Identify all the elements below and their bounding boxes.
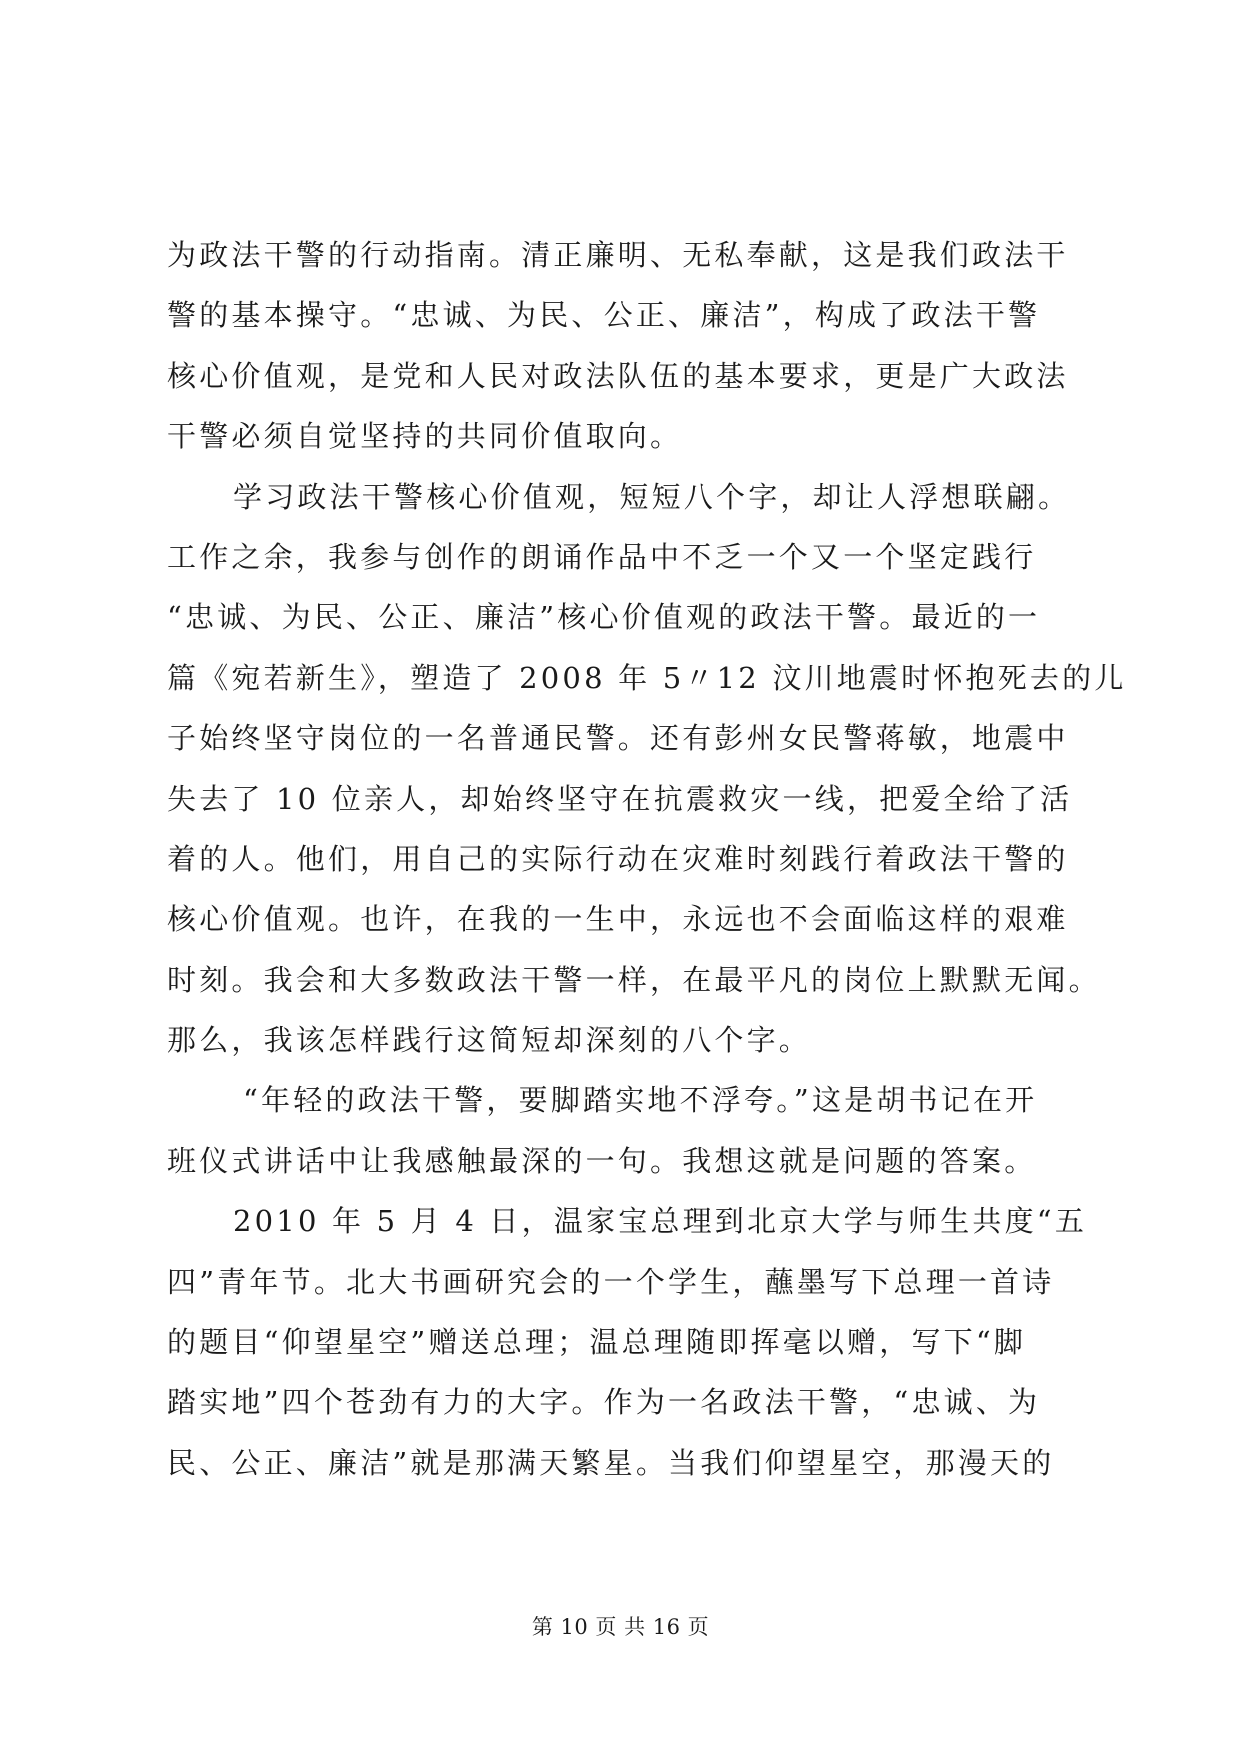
text-line: 学习政法干警核心价值观，短短八个字，却让人浮想联翩。 [233, 479, 1071, 514]
text-line: 子始终坚守岗位的一名普通民警。还有彭州女民警蒋敏，地震中 [167, 721, 1069, 756]
text-line: 民、公正、廉洁”就是那满天繁星。当我们仰望星空，那漫天的 [167, 1445, 1055, 1480]
text-line: 踏实地”四个苍劲有力的大字。作为一名政法干警，“忠诚、为 [167, 1385, 1041, 1420]
text-line: 工作之余，我参与创作的朗诵作品中不乏一个又一个坚定践行 [167, 539, 1037, 574]
text-line: 为政法干警的行动指南。清正廉明、无私奉献，这是我们政法干 [167, 238, 1069, 272]
text-line: 时刻。我会和大多数政法干警一样，在最平凡的岗位上默默无闻。 [167, 962, 1101, 997]
text-line: 核心价值观。也许，在我的一生中，永远也不会面临这样的艰难 [167, 902, 1069, 937]
text-line: 警的基本操守。“忠诚、为民、公正、廉洁”，构成了政法干警 [167, 298, 1041, 333]
text-line: 四”青年节。北大书画研究会的一个学生，蘸墨写下总理一首诗 [167, 1264, 1055, 1299]
text-line: 篇《宛若新生》，塑造了 2008 年 5〃12 汶川地震时怀抱死去的儿 [167, 660, 1127, 695]
text-line: 班仪式讲话中让我感触最深的一句。我想这就是问题的答案。 [167, 1143, 1037, 1178]
page-footer: 第 10 页 共 16 页 [531, 1615, 710, 1639]
text-line: 核心价值观，是党和人民对政法队伍的基本要求，更是广大政法 [167, 358, 1069, 393]
text-line: 的题目“仰望星空”赠送总理；温总理随即挥毫以赠，写下“脚 [167, 1325, 1027, 1360]
text-line: 干警必须自觉坚持的共同价值取向。 [167, 419, 683, 454]
document-body [167, 225, 1127, 1493]
text-line: 2010 年 5 月 4 日，温家宝总理到北京大学与师生共度“五 [233, 1204, 1088, 1239]
text-line: “年轻的政法干警，要脚踏实地不浮夸。”这是胡书记在开 [243, 1083, 1038, 1118]
text-line: 着的人。他们，用自己的实际行动在灾难时刻践行着政法干警的 [167, 841, 1069, 876]
text-line: 失去了 10 位亲人，却始终坚守在抗震救灾一线，把爱全给了活 [167, 781, 1073, 816]
text-line: “忠诚、为民、公正、廉洁”核心价值观的政法干警。最近的一 [167, 600, 1041, 635]
text-line: 那么，我该怎样践行这简短却深刻的八个字。 [167, 1023, 812, 1058]
